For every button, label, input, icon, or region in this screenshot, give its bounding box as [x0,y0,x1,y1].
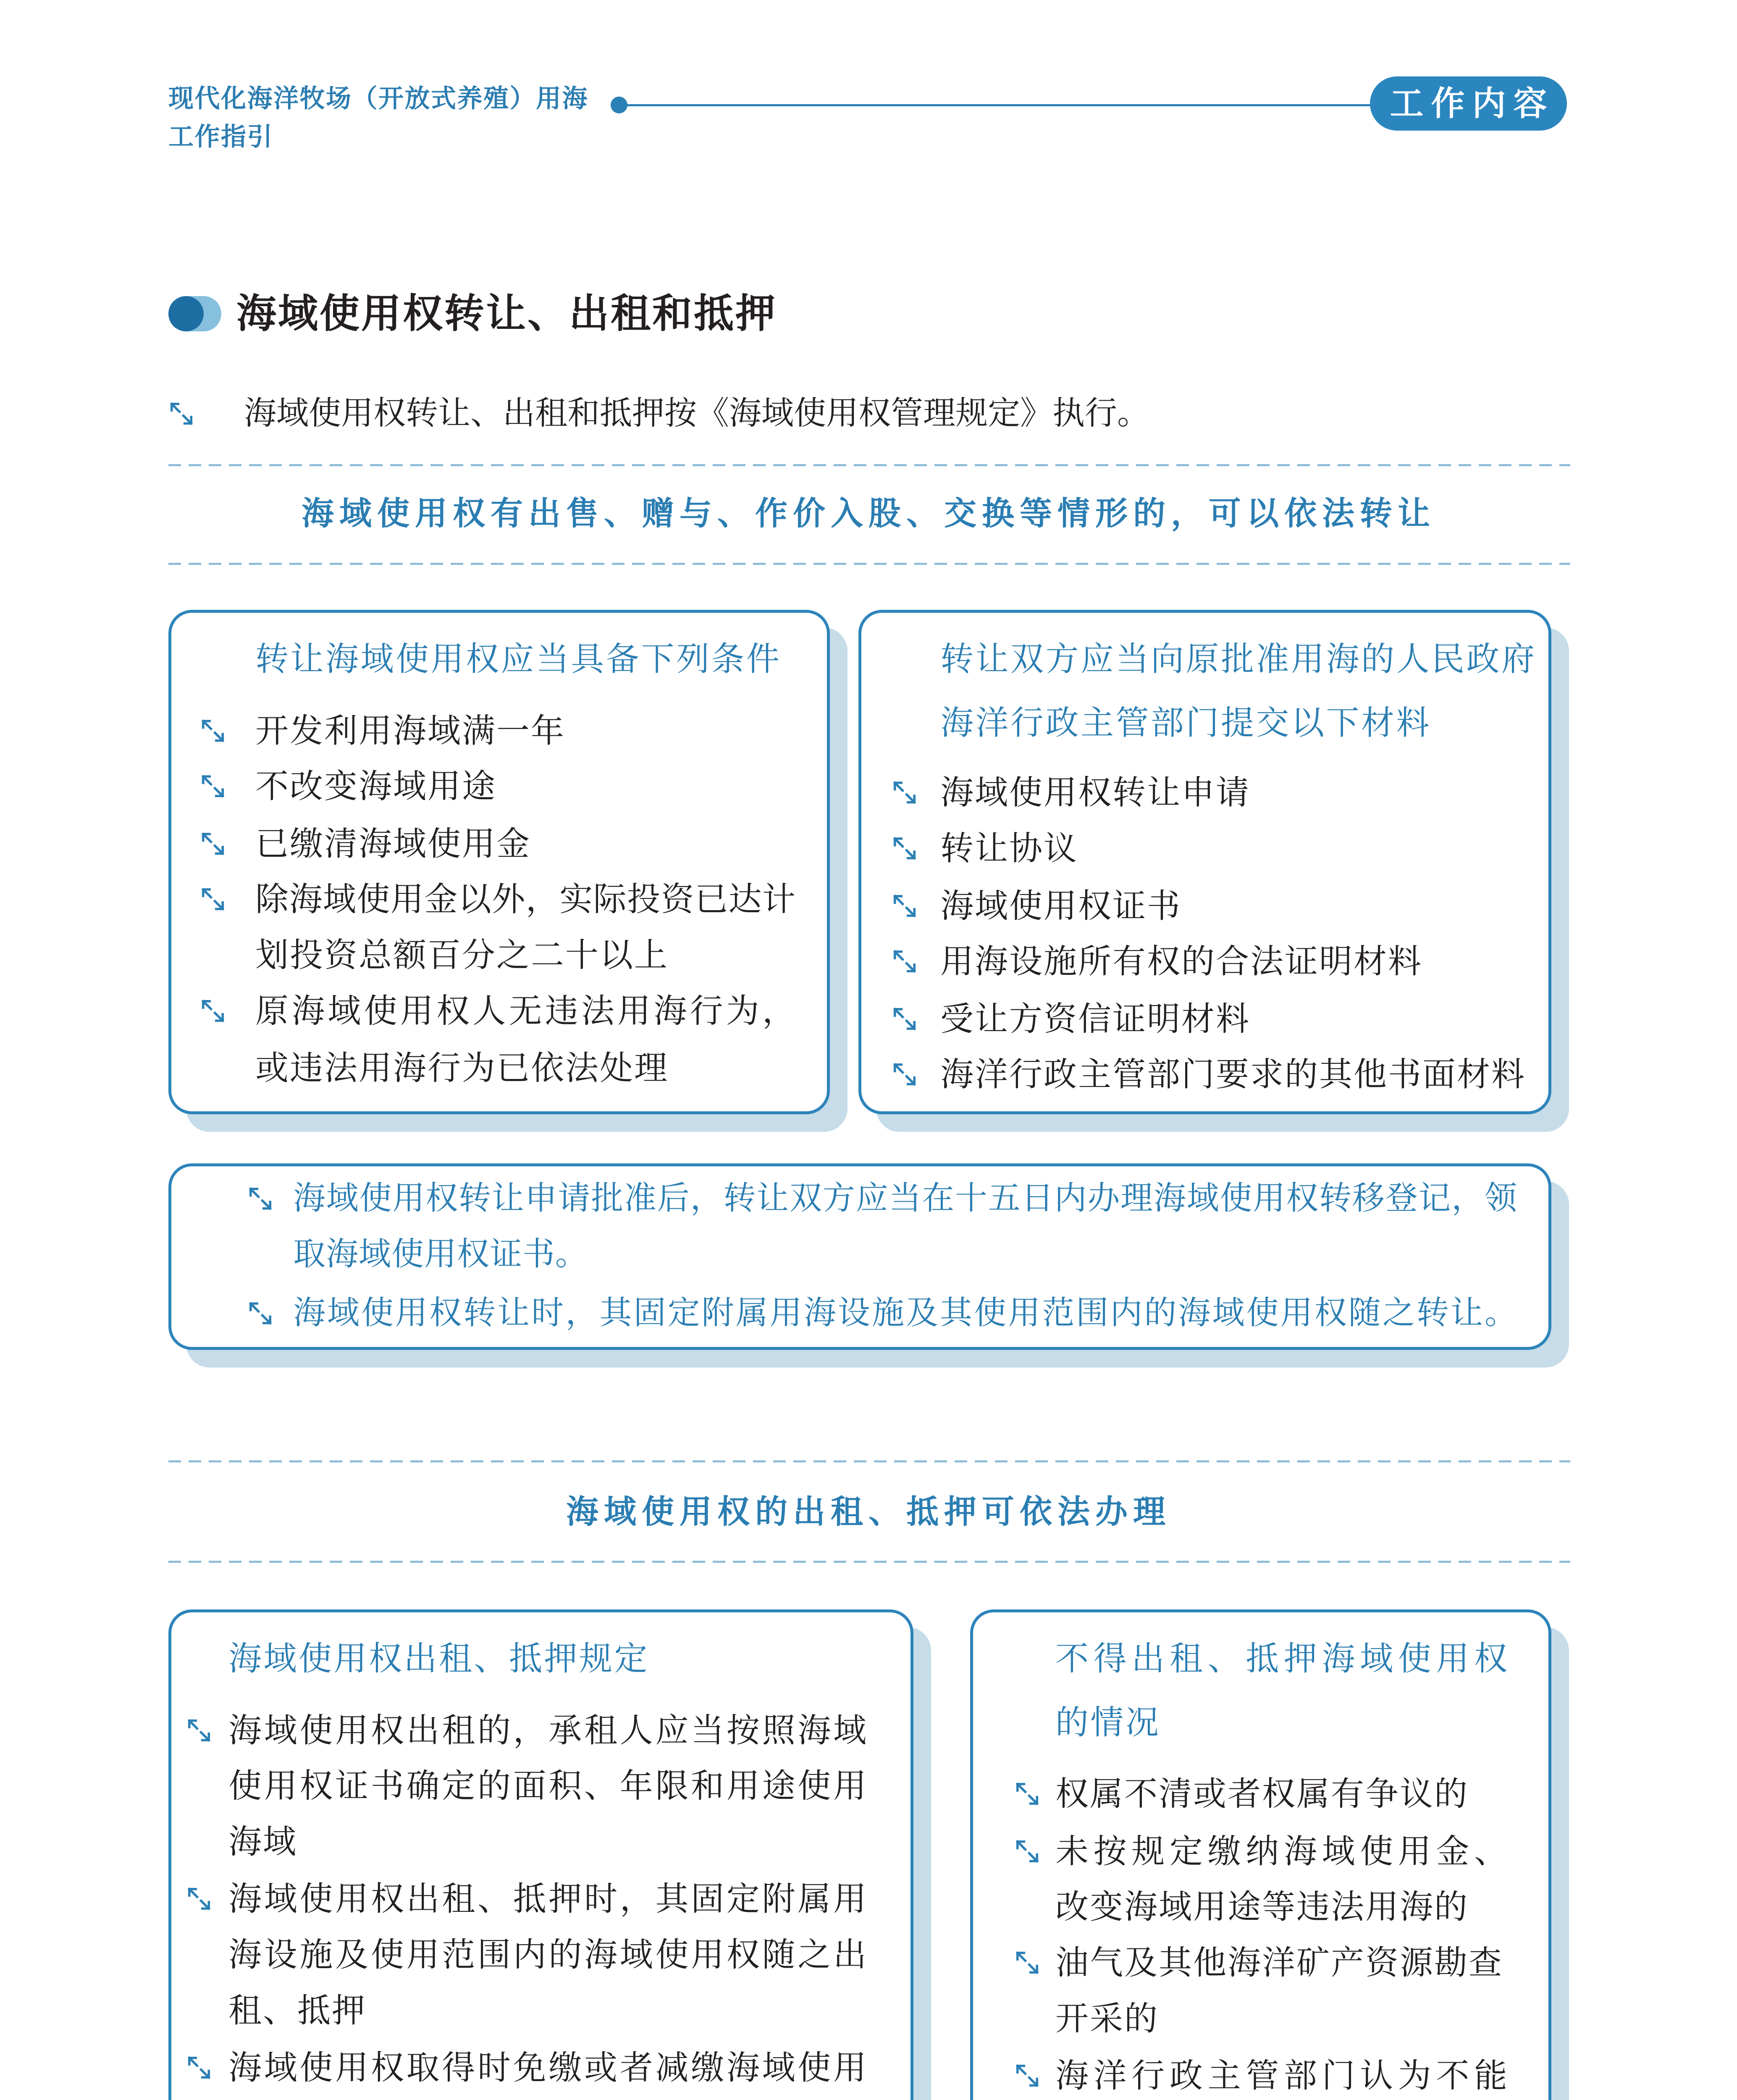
rule-item: 海域使用权取得时免缴或者减缴海域使用 [228,2048,866,2087]
diagonal-arrows-icon [168,401,194,427]
prohibited-title: 不得出租、抵押海域使用权 [1055,1639,1507,1678]
dot-icon [611,97,627,113]
transfer-heading: 海域使用权有出售、赠与、作价入股、交换等情形的，可以依法转让 [302,495,1435,533]
condition-item: 不改变海域用途 [255,767,496,806]
diagonal-arrows-icon [200,718,226,744]
prohibited-item: 未按规定缴纳海域使用金、 [1055,1832,1507,1871]
conditions-title: 转让海域使用权应当具备下列条件 [255,640,782,678]
diagonal-arrows-icon [892,893,918,919]
rules-title: 海域使用权出租、抵押规定 [228,1639,649,1678]
rule-item: 海域使用权出租、抵押时，其固定附属用 [228,1880,866,1918]
document-subtitle: 工作指引 [168,122,273,152]
material-item: 海域使用权证书 [940,887,1181,925]
diagonal-arrows-icon [1014,2063,1040,2089]
prohibited-item: 权属不清或者权属有争议的 [1055,1774,1469,1813]
diagonal-arrows-icon [1014,1838,1040,1864]
condition-item: 已缴清海域使用金 [255,824,531,863]
dashed-divider [168,464,1570,466]
diagonal-arrows-icon [247,1300,273,1326]
diagonal-arrows-icon [892,835,918,861]
condition-item: 原海域使用权人无违法用海行为， [255,992,795,1030]
diagonal-arrows-icon [892,1006,918,1032]
diagonal-arrows-icon [247,1186,273,1212]
materials-title-continued: 海洋行政主管部门提交以下材料 [940,704,1431,742]
rule-item: 海域使用权出租的，承租人应当按照海域 [228,1711,866,1750]
prohibited-title-continued: 的情况 [1055,1703,1161,1742]
transfer-note-continued: 取海域使用权证书。 [293,1236,588,1273]
diagonal-arrows-icon [186,1886,212,1912]
diagonal-arrows-icon [892,948,918,974]
diagonal-arrows-icon [200,831,226,857]
material-item: 海域使用权转让申请 [940,773,1250,812]
prohibited-item-continued: 改变海域用途等违法用海的 [1055,1887,1469,1926]
rule-item-continued: 租、抵押 [228,1991,366,2030]
diagonal-arrows-icon [200,773,226,799]
section-title: 海域使用权转让、出租和抵押 [236,291,777,337]
diagonal-arrows-icon [200,886,226,912]
header-rule [619,104,1375,106]
transfer-note: 海域使用权转让申请批准后，转让双方应当在十五日内办理海域使用权转移登记，领 [293,1180,1517,1217]
prohibited-item-continued: 开采的 [1055,1999,1159,2038]
dashed-divider [168,1561,1570,1563]
intro-text: 海域使用权转让、出租和抵押按《海域使用权管理规定》执行。 [244,395,1149,432]
condition-item: 除海域使用金以外，实际投资已达计 [255,880,795,919]
rule-item-continued: 使用权证书确定的面积、年限和用途使用 [228,1767,866,1805]
transfer-note: 海域使用权转让时，其固定附属用海设施及其使用范围内的海域使用权随之转让。 [293,1294,1517,1332]
dashed-divider [168,563,1570,565]
prohibited-item: 油气及其他海洋矿产资源勘查 [1055,1943,1503,1982]
material-item: 转让协议 [940,829,1078,868]
materials-title: 转让双方应当向原批准用海的人民政府 [940,640,1537,678]
prohibited-item: 海洋行政主管部门认为不能 [1055,2056,1507,2095]
diagonal-arrows-icon [186,2055,212,2081]
condition-item: 开发利用海域满一年 [255,711,565,750]
pill-marker-dark [168,296,204,331]
condition-item-continued: 或违法用海行为已依法处理 [255,1049,669,1087]
material-item: 受让方资信证明材料 [940,1000,1250,1038]
rule-item-continued: 海域 [228,1822,297,1861]
lease-heading: 海域使用权的出租、抵押可依法办理 [566,1494,1171,1531]
diagonal-arrows-icon [186,1717,212,1743]
diagonal-arrows-icon [892,780,918,806]
diagonal-arrows-icon [1014,1950,1040,1976]
pill-marker-icon [168,296,221,331]
document-title: 现代化海洋牧场（开放式养殖）用海 [168,84,588,113]
diagonal-arrows-icon [200,998,226,1024]
dashed-divider [168,1460,1570,1462]
material-item: 海洋行政主管部门要求的其他书面材料 [940,1055,1526,1094]
condition-item-continued: 划投资总额百分之二十以上 [255,936,669,974]
diagonal-arrows-icon [1014,1781,1040,1807]
material-item: 用海设施所有权的合法证明材料 [940,942,1422,981]
section-tab: 工作内容 [1370,76,1567,131]
diagonal-arrows-icon [892,1061,918,1087]
rule-item-continued: 海设施及使用范围内的海域使用权随之出 [228,1935,866,1974]
